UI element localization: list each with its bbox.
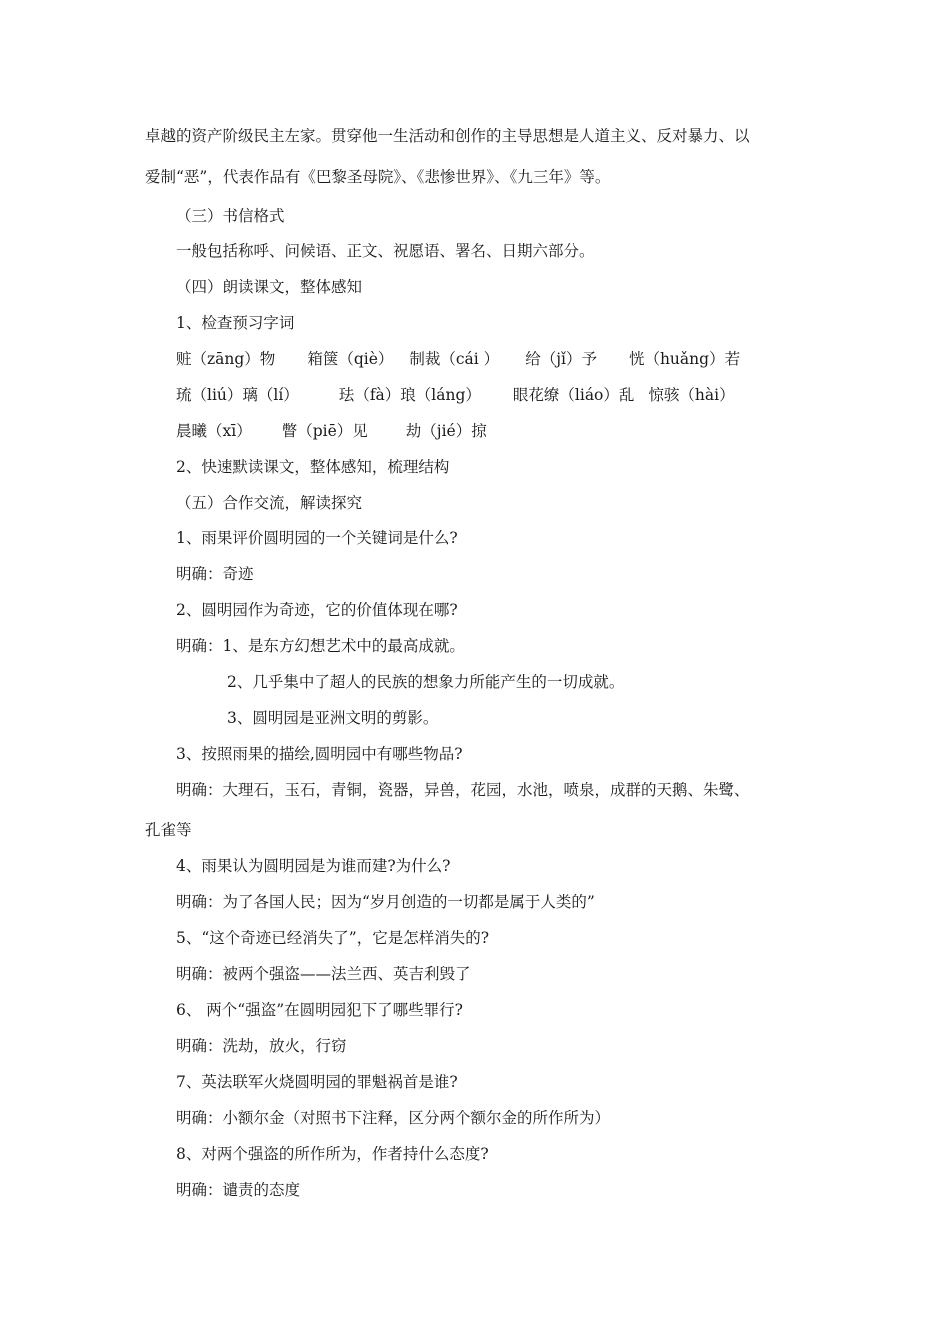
vocab-item: 琉（liú）璃（lí） [176,386,299,404]
question-5: 5、“这个奇迹已经消失了”，它是怎样消失的? [176,929,490,947]
intro-line-2: 爱制“恶”，代表作品有《巴黎圣母院》、《悲惨世界》、《九三年》等。 [145,168,611,186]
intro-line-1: 卓越的资产阶级民主左家。贯穿他一生活动和创作的主导思想是人道主义、反对暴力、以 [145,127,750,145]
question-7: 7、英法联军火烧圆明园的罪魁祸首是谁? [176,1073,458,1091]
section-5-heading: （五）合作交流，解读探究 [176,494,363,512]
section-3-heading: （三）书信格式 [176,207,285,225]
vocab-item: 给（jǐ）予 [525,350,597,368]
vocab-item: 赃（zāng）物 [176,350,276,368]
question-8: 8、对两个强盗的所作所为，作者持什么态度? [176,1145,489,1163]
answer-1: 明确：奇迹 [176,565,254,583]
section-4-item-1: 1、检查预习字词 [176,314,295,332]
vocab-item: 眼花缭（liáo）乱 [512,386,635,404]
question-6: 6、 两个“强盗”在圆明园犯下了哪些罪行? [176,1001,463,1019]
vocab-row-3 [176,421,487,441]
vocab-item: 劫（jié）掠 [405,422,487,440]
section-4-item-2: 2、快速默读课文，整体感知，梳理结构 [176,458,450,476]
vocab-item: 制裁（cái ） [409,350,500,368]
answer-3-line-1: 明确：大理石，玉石，青铜，瓷器，异兽，花园，水池，喷泉，成群的天鹅、朱鹭、 [176,781,750,799]
question-2: 2、圆明园作为奇迹，它的价值体现在哪? [176,601,458,619]
answer-2-point-2: 2、几乎集中了超人的民族的想象力所能产生的一切成就。 [227,673,625,691]
vocab-item: 恍（huǎng）若 [628,350,741,368]
vocab-item: 惊骇（hài） [648,386,735,404]
question-4: 4、雨果认为圆明园是为谁而建?为什么? [176,857,451,875]
answer-8: 明确：谴责的态度 [176,1181,301,1199]
answer-6: 明确：洗劫，放火，行窃 [176,1037,347,1055]
section-3-body: 一般包括称呼、问候语、正文、祝愿语、署名、日期六部分。 [176,242,595,260]
vocab-item: 瞥（piē）见 [281,422,368,440]
answer-5: 明确：被两个强盗——法兰西、英吉利毁了 [176,965,471,983]
vocab-item: 珐（fà）琅（láng） [338,386,481,404]
section-4-heading: （四）朗读课文，整体感知 [176,278,363,296]
answer-3-line-2: 孔雀等 [145,821,192,839]
answer-4: 明确：为了各国人民；因为“岁月创造的一切都是属于人类的” [176,893,595,911]
question-1: 1、雨果评价圆明园的一个关键词是什么? [176,529,458,547]
answer-2-point-3: 3、圆明园是亚洲文明的剪影。 [227,709,439,727]
vocab-item: 箱箧（qiè） [307,350,394,368]
question-3: 3、按照雨果的描绘,圆明园中有哪些物品? [176,745,463,763]
vocab-row-2 [176,385,735,405]
answer-7: 明确：小额尔金（对照书下注释，区分两个额尔金的所作所为） [176,1109,611,1127]
answer-2-point-1: 明确：1、是东方幻想艺术中的最高成就。 [176,637,465,655]
vocab-row-1 [176,349,740,369]
vocab-item: 晨曦（xī） [176,422,252,440]
